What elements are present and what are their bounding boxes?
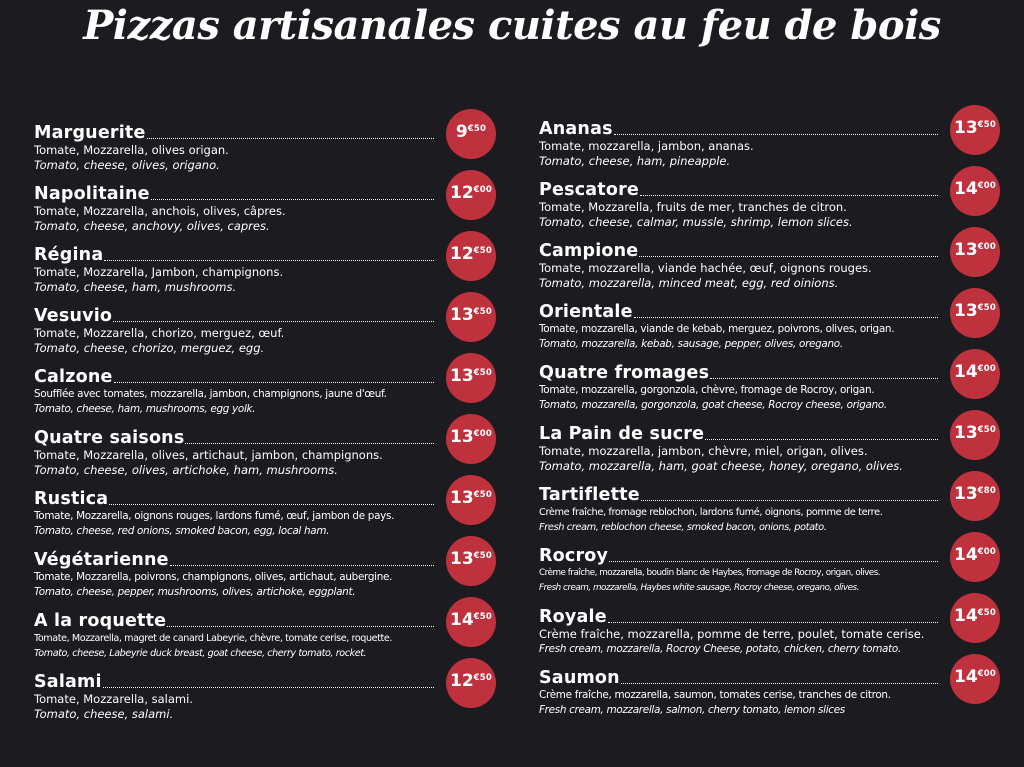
description-en: Tomato, mozzarella, ham, goat cheese, honey, oregano, olives. xyxy=(539,459,903,473)
pizza-name: Orientale xyxy=(539,302,633,322)
pizza-name: A la roquette xyxy=(34,611,167,631)
description-fr: Tomate, Mozzarella, chorizo, merguez, œuf. xyxy=(34,326,285,340)
pizza-name: Rocroy xyxy=(539,546,609,566)
menu-item xyxy=(34,182,434,234)
description-fr: Tomate, mozzarella, viande de kebab, merguez, poivrons, olives, origan. xyxy=(539,323,895,335)
price-cents: €50 xyxy=(977,425,996,435)
pizza-name: Végétarienne xyxy=(34,550,169,570)
price-cents: €50 xyxy=(473,307,492,317)
price-badge xyxy=(950,471,1000,521)
price-euros: 14 xyxy=(449,610,474,630)
description-en: Tomato, cheese, ham, mushrooms, egg yolk. xyxy=(34,403,256,415)
price-badge xyxy=(446,109,496,159)
description-fr: Soufflée avec tomates, mozzarella, jambon, champignons, jaune d'œuf. xyxy=(34,388,387,400)
menu-item xyxy=(34,426,434,478)
description-fr: Tomate, mozzarella, jambon, chèvre, miel, origan, olives. xyxy=(539,444,868,458)
price-euros: 14 xyxy=(953,545,978,565)
price-euros: 14 xyxy=(953,362,978,382)
menu-title: Pizzas artisanales cuites au feu de bois xyxy=(83,2,941,49)
menu-item xyxy=(34,304,434,356)
price-badge xyxy=(446,231,496,281)
pizza-name: Saumon xyxy=(539,668,620,688)
price-euros: 12 xyxy=(449,183,474,203)
price-cents: €00 xyxy=(977,364,996,374)
description-fr: Tomate, Mozzarella, poivrons, champignons, olives, artichaut, aubergine. xyxy=(34,571,393,583)
description-en: Tomato, cheese, calmar, mussle, shrimp, lemon slices. xyxy=(539,215,853,229)
description-fr: Tomate, Mozzarella, oignons rouges, lardons fumé, œuf, jambon de pays. xyxy=(34,510,395,522)
pizza-name: Vesuvio xyxy=(34,306,113,326)
price-cents: €00 xyxy=(977,242,996,252)
menu-item xyxy=(34,243,434,295)
price-cents: €50 xyxy=(977,608,996,618)
price-cents: €50 xyxy=(977,303,996,313)
price-badge xyxy=(950,593,1000,643)
price-badge xyxy=(950,532,1000,582)
price-badge xyxy=(950,654,1000,704)
menu-item xyxy=(539,666,938,718)
description-fr: Tomate, Mozzarella, anchois, olives, câpres. xyxy=(34,204,286,218)
price-badge xyxy=(446,597,496,647)
description-en: Tomato, cheese, chorizo, merguez, egg. xyxy=(34,341,265,355)
description-fr: Tomate, Mozzarella, Jambon, champignons. xyxy=(34,265,284,279)
pizza-name: Rustica xyxy=(34,489,109,509)
description-en: Tomato, cheese, ham, pineapple. xyxy=(539,154,731,168)
pizza-name: Quatre fromages xyxy=(539,363,710,383)
menu-item xyxy=(34,670,434,722)
pizza-name: Salami xyxy=(34,672,102,692)
description-fr: Crème fraîche, mozzarella, saumon, tomates cerise, tranches de citron. xyxy=(539,689,891,701)
pizza-name: Régina xyxy=(34,245,104,265)
description-en: Tomato, cheese, red onions, smoked bacon, egg, local ham. xyxy=(34,525,330,537)
pizza-name: Pescatore xyxy=(539,180,639,200)
dot-leader xyxy=(104,260,434,261)
menu-item xyxy=(34,548,434,600)
price-badge xyxy=(446,536,496,586)
price-euros: 14 xyxy=(953,667,978,687)
description-fr: Crème fraîche, fromage reblochon, lardons fumé, oignons, pomme de terre. xyxy=(539,507,883,518)
price-cents: €00 xyxy=(473,185,492,195)
price-badge xyxy=(950,166,1000,216)
pizza-name: Quatre saisons xyxy=(34,428,185,448)
description-en: Fresh cream, mozzarella, salmon, cherry tomato, lemon slices xyxy=(539,704,845,716)
price-badge xyxy=(446,414,496,464)
price-cents: €50 xyxy=(467,124,487,134)
pizza-name: Calzone xyxy=(34,367,113,387)
dot-leader xyxy=(109,504,434,505)
price-euros: 13 xyxy=(449,427,474,447)
description-en: Fresh cream, reblochon cheese, smoked bacon, onions, potato. xyxy=(539,522,827,533)
description-fr: Tomate, Mozzarella, olives, artichaut, jambon, champignons. xyxy=(34,448,383,462)
dot-leader xyxy=(103,687,434,688)
description-fr: Crème fraîche, mozzarella, boudin blanc de Haybes, fromage de Rocroy, origan, olives. xyxy=(539,568,881,578)
dot-leader xyxy=(608,622,938,623)
price-badge xyxy=(446,353,496,403)
price-euros: 13 xyxy=(953,118,978,138)
price-badge xyxy=(950,349,1000,399)
description-fr: Tomate, mozzarella, gorgonzola, chèvre, fromage de Rocroy, origan. xyxy=(539,384,875,396)
description-fr: Tomate, Mozzarella, salami. xyxy=(34,692,193,706)
description-en: Tomato, cheese, olives, origano. xyxy=(34,158,220,172)
price-badge xyxy=(446,292,496,342)
price-euros: 14 xyxy=(953,606,978,626)
description-en: Tomato, cheese, olives, artichoke, ham, mushrooms. xyxy=(34,463,338,477)
price-cents: €50 xyxy=(473,368,492,378)
dot-leader xyxy=(167,626,434,627)
price-euros: 13 xyxy=(953,240,978,260)
description-en: Tomato, cheese, ham, mushrooms. xyxy=(34,280,237,294)
price-cents: €50 xyxy=(473,246,492,256)
description-fr: Tomate, Mozzarella, fruits de mer, tranches de citron. xyxy=(539,200,847,214)
price-euros: 9 xyxy=(455,122,468,142)
dot-leader xyxy=(710,378,938,379)
description-en: Tomato, cheese, anchovy, olives, capres. xyxy=(34,219,270,233)
price-badge xyxy=(446,475,496,525)
price-cents: €50 xyxy=(473,612,492,622)
price-cents: €00 xyxy=(977,181,996,191)
price-euros: 12 xyxy=(449,671,474,691)
price-euros: 13 xyxy=(449,305,474,325)
price-cents: €00 xyxy=(977,547,996,557)
description-fr: Crème fraîche, mozzarella, pomme de terre, poulet, tomate cerise. xyxy=(539,627,925,641)
menu-item xyxy=(34,487,434,539)
description-en: Tomato, mozzarella, minced meat, egg, red oinions. xyxy=(539,276,839,290)
price-euros: 13 xyxy=(953,484,978,504)
menu-item xyxy=(539,422,938,474)
menu-item xyxy=(539,605,938,657)
description-fr: Tomate, Mozzarella, magret de canard Labeyrie, chèvre, tomate cerise, roquette. xyxy=(34,633,393,644)
dot-leader xyxy=(185,443,434,444)
dot-leader xyxy=(641,500,938,501)
price-badge xyxy=(950,288,1000,338)
dot-leader xyxy=(640,195,938,196)
menu-item xyxy=(539,300,938,352)
dot-leader xyxy=(113,321,434,322)
dot-leader xyxy=(614,134,938,135)
description-fr: Tomate, mozzarella, jambon, ananas. xyxy=(539,139,754,153)
pizza-name: La Pain de sucre xyxy=(539,424,705,444)
pizza-name: Marguerite xyxy=(34,123,146,143)
dot-leader xyxy=(114,382,434,383)
dot-leader xyxy=(705,439,938,440)
description-en: Fresh cream, mozzarella, Rocroy Cheese, potato, chicken, cherry tomato. xyxy=(539,643,901,655)
pizza-name: Royale xyxy=(539,607,607,627)
price-euros: 14 xyxy=(953,179,978,199)
dot-leader xyxy=(170,565,434,566)
pizza-name: Campione xyxy=(539,241,639,261)
dot-leader xyxy=(147,138,434,139)
price-cents: €50 xyxy=(473,551,492,561)
price-euros: 13 xyxy=(449,366,474,386)
price-badge xyxy=(446,170,496,220)
price-badge xyxy=(950,227,1000,277)
pizza-name: Tartiflette xyxy=(539,485,640,505)
pizza-name: Napolitaine xyxy=(34,184,150,204)
price-euros: 13 xyxy=(449,549,474,569)
menu-item xyxy=(539,117,938,169)
price-badge xyxy=(950,105,1000,155)
price-euros: 13 xyxy=(953,423,978,443)
description-en: Tomato, cheese, pepper, mushrooms, olives, artichoke, eggplant. xyxy=(34,586,356,598)
price-euros: 13 xyxy=(953,301,978,321)
price-cents: €50 xyxy=(473,490,492,500)
description-en: Fresh cream, mozzarella, Haybes white sausage, Rocroy cheese, oregano, olives. xyxy=(539,583,859,593)
price-euros: 13 xyxy=(449,488,474,508)
menu-item xyxy=(539,544,938,596)
price-cents: €50 xyxy=(977,120,996,130)
price-cents: €80 xyxy=(977,486,996,496)
dot-leader xyxy=(634,317,938,318)
menu-item xyxy=(539,483,938,535)
price-cents: €00 xyxy=(977,669,996,679)
price-badge xyxy=(950,410,1000,460)
menu-item xyxy=(34,121,434,173)
menu-item xyxy=(539,361,938,413)
description-en: Tomato, mozzarella, kebab, sausage, pepper, olives, oregano. xyxy=(539,338,843,350)
dot-leader xyxy=(621,683,938,684)
price-euros: 12 xyxy=(449,244,474,264)
menu-item xyxy=(539,178,938,230)
description-en: Tomato, mozzarella, gorgonzola, goat cheese, Rocroy cheese, origano. xyxy=(539,399,887,411)
dot-leader xyxy=(639,256,938,257)
description-en: Tomato, cheese, salami. xyxy=(34,707,174,721)
menu-item xyxy=(34,609,434,661)
dot-leader xyxy=(151,199,434,200)
dot-leader xyxy=(609,561,938,562)
price-cents: €00 xyxy=(473,429,492,439)
description-fr: Tomate, mozzarella, viande hachée, œuf, oignons rouges. xyxy=(539,261,872,275)
description-fr: Tomate, Mozzarella, olives origan. xyxy=(34,143,229,157)
pizza-name: Ananas xyxy=(539,119,613,139)
description-en: Tomato, cheese, Labeyrie duck breast, goat cheese, cherry tomato, rocket. xyxy=(34,648,367,659)
menu-item xyxy=(34,365,434,417)
price-badge xyxy=(446,658,496,708)
price-cents: €50 xyxy=(473,673,492,683)
menu-item xyxy=(539,239,938,291)
